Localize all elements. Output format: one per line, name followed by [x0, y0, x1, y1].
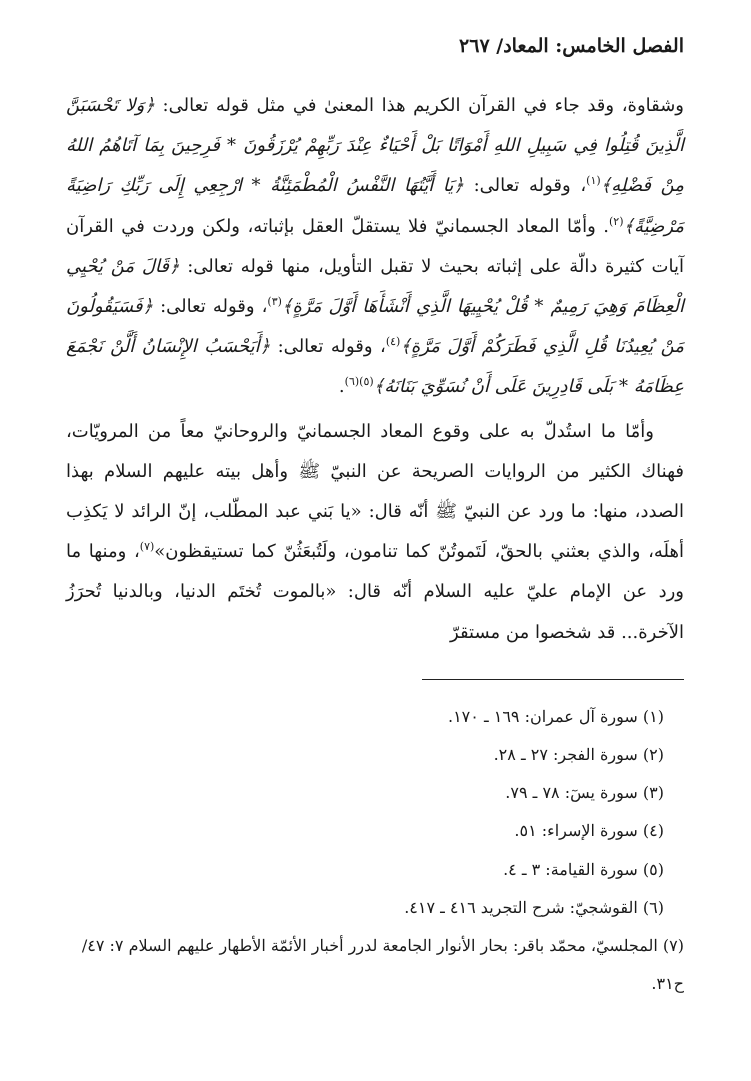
- text-segment: وشقاوة، وقد جاء في القرآن الكريم هذا المعنىٰ في مثل قوله تعالى:: [154, 95, 685, 116]
- quran-verse: ﴿أَيَحْسَبُ الإِنْسَانُ أَلَّنْ نَجْمَعَ عِظَامَهُ * بَلَى قَادِرِينَ عَلَى أَنْ نُسَوِّيَ بَنَانَهُ﴾: [66, 336, 684, 398]
- footnotes-list: [66, 698, 684, 1004]
- footnote-ref: (١): [586, 174, 601, 188]
- footnote-item: (٧) المجلسيّ، محمّد باقر: بحار الأنوار الجامعة لدرر أخبار الأئمّة الأطهار عليهم السلام ٧: ٤٧/ ح٣١.: [81, 936, 684, 994]
- footnote-item: (٦) القوشجيّ: شرح التجريد ٤١٦ ـ ٤١٧.: [404, 897, 664, 917]
- footnote-item: (١) سورة آل عمران: ١٦٩ ـ ١٧٠.: [447, 706, 664, 726]
- text-segment: ، وقوله تعالى:: [463, 175, 587, 197]
- text-segment: ، ومنها ما ورد عن الإمام عليّ عليه السلام أنّه قال: «بالموت تُختَم الدنيا، وبالدنيا تُحرَزُ الآخرة... قد شخصوا من مستقرّ: [66, 541, 684, 643]
- footnote-ref: (٣): [267, 295, 282, 309]
- text-segment: ، وقوله تعالى:: [270, 336, 386, 358]
- quran-verse: ﴿قَالَ مَنْ يُحْيِي الْعِظَامَ وَهِيَ رَمِيمٌ * قُلْ يُحْيِيهَا الَّذِي أَنْشَأَهَا أَوَّلَ مَرَّةٍ﴾: [66, 255, 684, 318]
- running-head: الفصل الخامس: المعاد/ ٢٦٧: [459, 35, 684, 57]
- paragraph-1: [66, 86, 684, 408]
- footnote-item: (٥) سورة القيامة: ٣ ـ ٤.: [503, 859, 664, 879]
- paragraph-2: [66, 412, 684, 653]
- text-segment: . وأمّا المعاد الجسمانيّ فلا يستقلّ العقل بإثباته، ولكن وردت في القرآن آيات كثيرة دالّة على إثباته بحيث لا تقبل التأويل، منها قوله تعالى:: [66, 215, 684, 277]
- footnote-separator: [422, 679, 684, 680]
- footnote-item: (٤) سورة الإسراء: ٥١.: [514, 821, 664, 841]
- footnote-ref: (٥)(٦): [344, 375, 374, 389]
- quran-verse: ﴿يَا أَيَّتُهَا النَّفْسُ الْمُطْمَئِنَّةُ * ارْجِعِي إِلَى رَبِّكِ رَاضِيَةً مَرْضِيَّةً﴾: [66, 175, 684, 237]
- footnote-item: (٢) سورة الفجر: ٢٧ ـ ٢٨.: [493, 745, 664, 765]
- text-segment: وأمّا ما استُدلّ به على وقوع المعاد الجسمانيّ والروحانيّ معاً من المرويّات، فهناك الكثير من الروايات الصريحة عن النبيّ ﷺ وأهل بيته عليهم السلام بهذا الصدد، منها: ما ورد عن النبيّ ﷺ أنّه قال: «يا بَني عبد المطّلب، إنّ الرائد لا يَكذِب أهلَه، والذي بعثني بالحقّ، لَتَموتُنّ كما تنامون، ولَتُبعَثُنّ كما تستيقظون»: [66, 420, 684, 563]
- footnote-item: (٣) سورة يسٓ: ٧٨ ـ ٧٩.: [505, 783, 664, 803]
- footnote-ref: (٤): [385, 335, 401, 349]
- text-segment: .: [338, 376, 345, 398]
- quran-verse: ﴿فَسَيَقُولُونَ مَنْ يُعِيدُنَا قُلِ الَّذِي فَطَرَكُمْ أَوَّلَ مَرَّةٍ﴾: [66, 296, 684, 358]
- page: [66, 28, 684, 1003]
- body-text: [66, 86, 684, 653]
- footnote-ref: (٧): [139, 540, 155, 554]
- footnote-ref: (٢): [608, 214, 624, 228]
- quran-verse: ﴿وَلا تَحْسَبَنَّ الَّذِينَ قُتِلُوا فِي سَبِيلِ اللهِ أَمْوَاتًا بَلْ أَحْيَاءٌ عِنْدَ رَبِّهِمْ يُرْزَقُونَ * فَرِحِينَ بِمَا آتَاهُمُ اللهُ مِنْ فَضْلِهِ﴾: [66, 95, 685, 197]
- text-segment: ، وقوله تعالى:: [153, 296, 268, 318]
